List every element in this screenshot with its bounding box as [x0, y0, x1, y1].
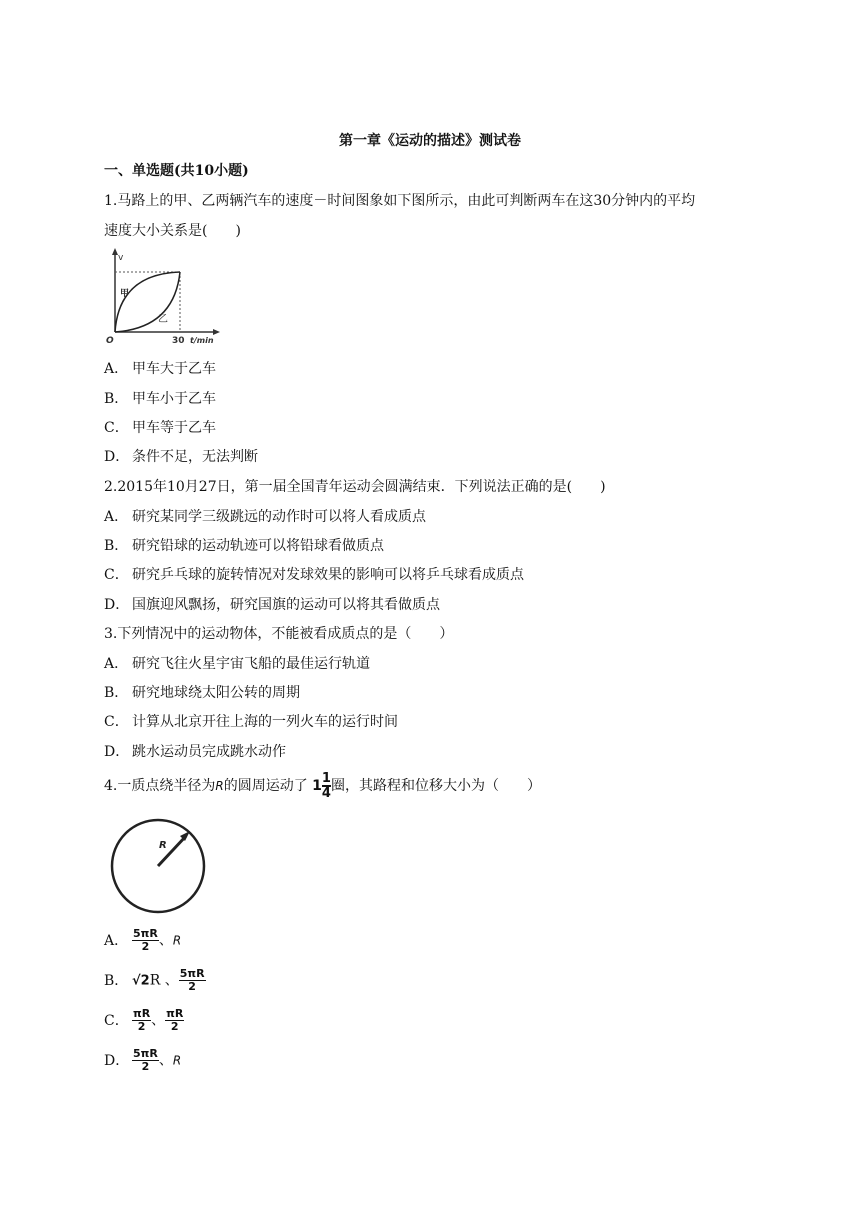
q4-circle-figure [104, 818, 214, 914]
q4-option-b[interactable] [104, 968, 206, 993]
fraction-numerator: 5πR [133, 927, 158, 940]
option-text: 国旗迎风飘扬，研究国旗的运动可以将其看做质点 [132, 597, 440, 613]
option-label: D． [104, 1052, 130, 1069]
q2-stem: 2.2015年10月27日，第一届全国青年运动会圆满结束．下列说法正确的是( ) [104, 479, 606, 495]
q3-option-c[interactable] [104, 711, 398, 731]
q4-option-c[interactable] [104, 1008, 184, 1033]
q1-stem-line1: 1.马路上的甲、乙两辆汽车的速度－时间图象如下图所示，由此可判断两车在这30分钟内的平均 [104, 193, 696, 209]
fraction-denominator: 2 [188, 980, 196, 993]
q1-origin-label: O [106, 336, 114, 346]
option-label: B． [104, 972, 129, 989]
option-tail: R [172, 933, 182, 948]
option-text: 研究铅球的运动轨迹可以将铅球看做质点 [132, 538, 384, 554]
q4-stem-b: 的圆周运动了 [223, 778, 308, 794]
option-label: C． [104, 567, 129, 583]
fraction-numerator: 5πR [133, 1047, 158, 1060]
option-text: 跳水运动员完成跳水动作 [132, 744, 286, 760]
fraction [165, 1008, 184, 1033]
q1-option-b[interactable] [104, 388, 216, 408]
option-text: 研究某同学三级跳远的动作时可以将人看成质点 [132, 509, 426, 525]
q4-stem-a: 4.一质点绕半径为 [104, 778, 216, 794]
fraction-denominator: 2 [170, 1020, 179, 1033]
separator: 、 [158, 932, 173, 949]
option-label: B． [104, 685, 129, 701]
option-tail: R [172, 1053, 182, 1068]
q3-stem: 3.下列情况中的运动物体，不能被看成质点的是（ ） [104, 626, 454, 642]
option-label: D． [104, 597, 130, 613]
q1-option-c[interactable] [104, 417, 216, 437]
q1-vt-graph [104, 246, 224, 346]
q2-option-c[interactable] [104, 564, 524, 584]
q1-x-label: t/min [190, 336, 214, 345]
option-label: C． [104, 714, 129, 730]
option-label: B． [104, 391, 129, 407]
separator: 、 [158, 1052, 173, 1069]
q4-mixed-den: 4 [321, 786, 331, 801]
option-text: 研究飞往火星宇宙飞船的最佳运行轨道 [132, 656, 370, 672]
q4-mixed-number [312, 772, 331, 800]
option-label: A． [104, 932, 129, 949]
fraction-numerator: πR [166, 1007, 184, 1020]
q3-option-b[interactable] [104, 682, 300, 702]
option-text: 甲车小于乙车 [132, 391, 216, 407]
option-text: 甲车大于乙车 [132, 361, 216, 377]
q2-option-a[interactable] [104, 506, 426, 526]
q4-mixed-whole: 1 [312, 778, 322, 794]
fraction [132, 928, 159, 953]
fraction [132, 1048, 159, 1073]
option-label: A． [104, 656, 129, 672]
option-label: D． [104, 449, 130, 465]
q2-option-b[interactable] [104, 535, 384, 555]
q4-radius-label: R [159, 840, 167, 851]
q4-stem-c: 圈，其路程和位移大小为（ ） [330, 778, 541, 794]
q1-x-arrow [213, 329, 220, 335]
option-text: 研究地球绕太阳公转的周期 [132, 685, 300, 701]
separator: 、 [151, 1012, 166, 1029]
fraction-numerator: πR [133, 1007, 151, 1020]
option-text: 甲车等于乙车 [132, 420, 216, 436]
q1-option-d[interactable] [104, 446, 258, 466]
q3-option-a[interactable] [104, 653, 370, 673]
option-text: 条件不足，无法判断 [132, 449, 258, 465]
q4-option-d[interactable] [104, 1048, 181, 1073]
fraction-numerator: 5πR [179, 967, 205, 980]
option-text: 计算从北京开往上海的一列火车的运行时间 [132, 714, 398, 730]
fraction-denominator: 2 [141, 940, 150, 953]
section-heading: 一、单选题(共10小题) [104, 163, 249, 179]
option-label: D． [104, 744, 130, 760]
page-title: 第一章《运动的描述》测试卷 [339, 133, 521, 149]
q1-x-tick: 30 [172, 336, 185, 346]
q3-option-d[interactable] [104, 741, 286, 761]
option-label: A． [104, 361, 129, 377]
option-label: A． [104, 509, 129, 525]
q1-y-label: v [118, 253, 124, 263]
q1-label-yi: 乙 [158, 314, 168, 325]
q4-stem [104, 772, 541, 800]
fraction-denominator: 2 [137, 1020, 146, 1033]
fraction-denominator: 2 [141, 1060, 150, 1073]
option-label: B． [104, 538, 129, 554]
fraction [179, 968, 206, 993]
separator: 、 [160, 972, 179, 989]
option-label: C． [104, 420, 129, 436]
sqrt-two: √2 [132, 973, 150, 989]
q4-mixed-num: 1 [321, 771, 331, 786]
fraction [132, 1008, 151, 1033]
q1-label-jia: 甲 [120, 289, 130, 299]
q4-option-a[interactable] [104, 928, 181, 953]
option-r: R [149, 972, 161, 989]
q2-option-d[interactable] [104, 594, 440, 614]
q1-option-a[interactable] [104, 358, 216, 378]
option-label: C． [104, 1012, 129, 1029]
q1-curve-yi [115, 272, 180, 332]
q4-stem-r: R [215, 779, 224, 793]
q1-stem-line2: 速度大小关系是( ) [104, 223, 241, 239]
option-text: 研究乒乓球的旋转情况对发球效果的影响可以将乒乓球看成质点 [132, 567, 524, 583]
